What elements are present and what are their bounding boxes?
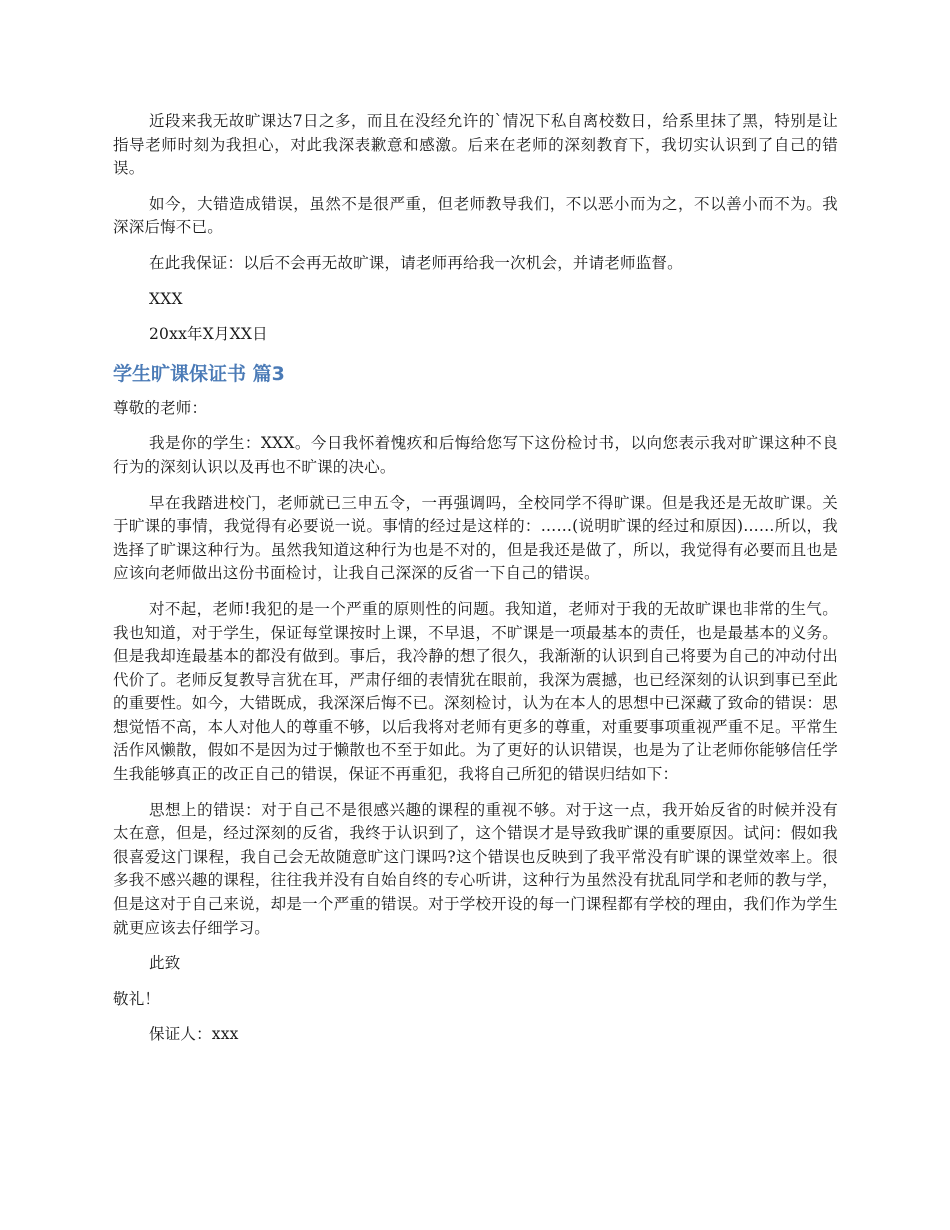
section-heading: 学生旷课保证书 篇3 — [113, 362, 285, 385]
document-page — [113, 110, 838, 1059]
signature-date: 20xx年X月XX日 — [149, 325, 268, 344]
closing: 此致 — [149, 954, 181, 973]
body-paragraph: 早在我踏进校门，老师就已三申五令，一再强调吗，全校同学不得旷课。但是我还是无故旷课。关于旷课的事情，我觉得有必要说一说。事情的经过是这样的：……(说明旷课的经过和原因)……所以，我选择了旷课这种行为。虽然我知道这种行为也是不对的，但是我还是做了，所以，我觉得有必要而且也是应该向老师做出这份书面检讨，让我自己深深的反省一下自己的错误。 — [113, 493, 838, 583]
body-paragraph: 思想上的错误：对于自己不是很感兴趣的课程的重视不够。对于这一点，我开始反省的时候并没有太在意，但是，经过深刻的反省，我终于认识到了，这个错误才是导致我旷课的重要原因。试问：假如我很喜爱这门课程，我自己会无故随意旷这门课吗?这个错误也反映到了我平常没有旷课的课堂效率上。很多我不感兴趣的课程，往往我并没有自始自终的专心听讲，这种行为虽然没有扰乱同学和老师的教与学，但是这对于自己来说，却是一个严重的错误。对于学校开设的每一门课程都有学校的理由，我们作为学生就更应该去仔细学习。 — [113, 800, 838, 937]
body-paragraph: 对不起，老师!我犯的是一个严重的原则性的问题。我知道，老师对于我的无故旷课也非常的生气。我也知道，对于学生，保证每堂课按时上课，不早退，不旷课是一项最基本的责任，也是最基本的义务。但是我却连最基本的都没有做到。事后，我冷静的想了很久，我渐渐的认识到自己将要为自己的冲动付出代价了。老师反复教导言犹在耳，严肃仔细的表情犹在眼前，我深为震撼，也已经深刻的认识到事已至此的重要性。如今，大错既成，我深深后悔不已。深刻检讨，认为在本人的思想中已深藏了致命的错误：思想觉悟不高，本人对他人的尊重不够，以后我将对老师有更多的尊重，对重要事项重视严重不足。平常生活作风懒散，假如不是因为过于懒散也不至于如此。为了更好的认识错误，也是为了让老师你能够信任学生我能够真正的改正自己的错误，保证不再重犯，我将自己所犯的错误归结如下： — [113, 599, 838, 784]
salutation: 尊敬的老师： — [113, 398, 208, 417]
body-paragraph: 近段来我无故旷课达7日之多，而且在没经允许的`情况下私自离校数日，给系里抹了黑，特别是让指导老师时刻为我担心，对此我深表歉意和感激。后来在老师的深刻教育下，我切实认识到了自己的错误。 — [113, 112, 838, 178]
body-paragraph: 如今，大错造成错误，虽然不是很严重，但老师教导我们，不以恶小而为之，不以善小而不为。我深深后悔不已。 — [113, 194, 838, 237]
regards: 敬礼！ — [113, 989, 161, 1008]
signature: 保证人：xxx — [149, 1025, 239, 1044]
body-paragraph: 在此我保证：以后不会再无故旷课，请老师再给我一次机会，并请老师监督。 — [149, 253, 683, 272]
signature-name: XXX — [149, 289, 183, 308]
body-paragraph: 我是你的学生：XXX。今日我怀着愧疚和后悔给您写下这份检讨书，以向您表示我对旷课这种不良行为的深刻认识以及再也不旷课的决心。 — [113, 434, 838, 476]
